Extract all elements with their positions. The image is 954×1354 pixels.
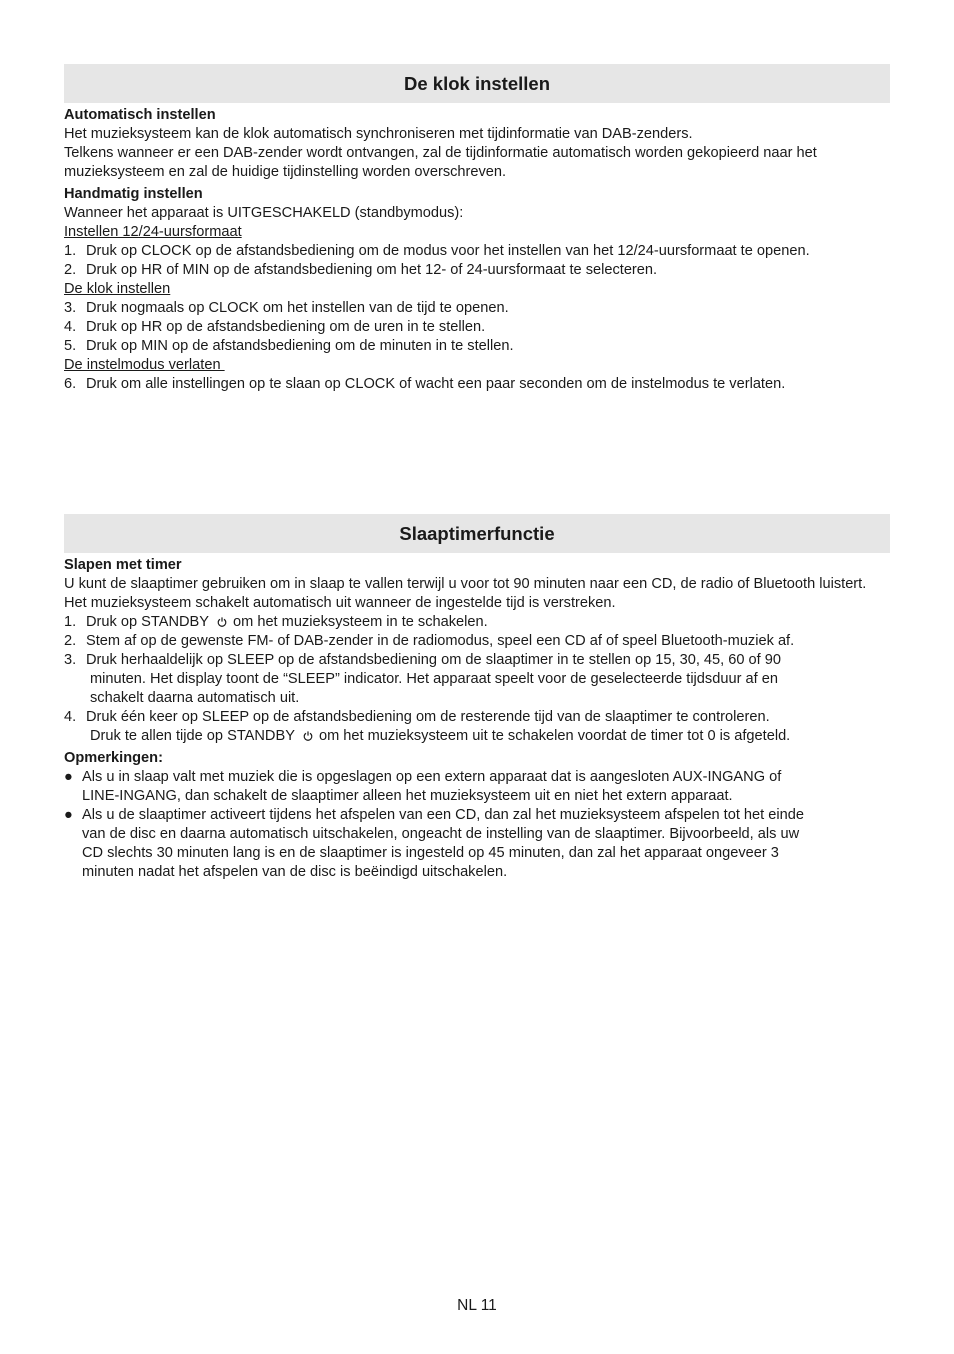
- bullet-icon: ●: [64, 769, 73, 785]
- list-item: 3. Druk nogmaals op CLOCK om het instellen van de tijd te openen.: [64, 300, 509, 316]
- list-item-continuation: Druk te allen tijde op STANDBY om het muzieksysteem uit te schakelen voordat de timer tot 0 is afgeteld.: [90, 728, 791, 744]
- list-item: 1. Druk op STANDBY om het muzieksysteem in te schakelen.: [64, 614, 488, 630]
- sleep-paragraph-2: Het muzieksysteem schakelt automatisch uit wanneer de ingestelde tijd is verstreken.: [64, 595, 616, 611]
- section-sleep-body: [64, 556, 894, 882]
- sub-heading-exit: De instelmodus verlaten: [64, 357, 225, 373]
- notes-heading: Opmerkingen:: [64, 750, 163, 766]
- auto-paragraph-2: Telkens wanneer er een DAB-zender wordt ontvangen, zal de tijdinformatie automatisch worden gekopieerd naar het muzieksysteem en zal de huidige tijdinstelling worden overschreven.: [64, 145, 817, 180]
- list-item: 4. Druk één keer op SLEEP op de afstandsbediening om de resterende tijd van de slaaptimer te controleren.: [64, 709, 770, 725]
- section-title-sleep: Slaaptimerfunctie: [64, 514, 890, 553]
- list-item: ● Als u de slaaptimer activeert tijdens het afspelen van een CD, dan zal het muzieksysteem afspelen tot het einde van de disc en daarna automatisch uitschakelen, ongeacht de instelling van de slaaptimer. Bijvoorbeeld, als uw CD slechts 30 minuten lang is en de slaaptimer is ingesteld op 45 minuten, dan zal het apparaat ongeveer 3 minuten nadat het afspelen van de disc is beëindigd uitschakelen.: [64, 807, 804, 880]
- sleep-heading: Slapen met timer: [64, 557, 182, 573]
- list-item: ● Als u in slaap valt met muziek die is opgeslagen op een extern apparaat dat is aangesloten AUX-INGANG of LINE-INGANG, dan schakelt de slaaptimer alleen het muzieksysteem uit en niet het extern apparaat.: [64, 769, 782, 804]
- auto-heading: Automatisch instellen: [64, 107, 216, 123]
- sub-heading-clock: De klok instellen: [64, 281, 171, 297]
- list-item-continuation: schakelt daarna automatisch uit.: [90, 690, 300, 706]
- auto-paragraph-1: Het muzieksysteem kan de klok automatisch synchroniseren met tijdinformatie van DAB-zenders.: [64, 126, 693, 142]
- sub-heading-format: Instellen 12/24-uursformaat: [64, 224, 242, 240]
- manual-heading: Handmatig instellen: [64, 186, 203, 202]
- list-item: 1. Druk op CLOCK op de afstandsbediening om de modus voor het instellen van het 12/24-uursformaat te openen.: [64, 243, 810, 259]
- list-item: 6. Druk om alle instellingen op te slaan op CLOCK of wacht een paar seconden om de instelmodus te verlaten.: [64, 376, 786, 392]
- list-item-continuation: minuten. Het display toont de “SLEEP” indicator. Het apparaat speelt voor de geselecteerde tijdsduur af en: [90, 671, 778, 687]
- section-title-clock: De klok instellen: [64, 64, 890, 103]
- list-item: 2. Stem af op de gewenste FM- of DAB-zender in de radiomodus, speel een CD af of speel Bluetooth-muziek af.: [64, 633, 795, 649]
- list-item: 3. Druk herhaaldelijk op SLEEP op de afstandsbediening om de slaaptimer in te stellen op 15, 30, 45, 60 of 90: [64, 652, 782, 668]
- list-item: 2. Druk op HR of MIN op de afstandsbediening om het 12- of 24-uursformaat te selecteren.: [64, 262, 658, 278]
- section-clock-body: [64, 106, 894, 394]
- manual-intro: Wanneer het apparaat is UITGESCHAKELD (standbymodus):: [64, 205, 464, 221]
- power-icon: [303, 731, 313, 741]
- sleep-paragraph-1: U kunt de slaaptimer gebruiken om in slaap te vallen terwijl u voor tot 90 minuten naar een CD, de radio of Bluetooth luistert.: [64, 576, 867, 592]
- list-item: 5. Druk op MIN op de afstandsbediening om de minuten in te stellen.: [64, 338, 514, 354]
- page-number: NL 11: [457, 1297, 497, 1314]
- power-icon: [217, 617, 227, 627]
- list-item: 4. Druk op HR op de afstandsbediening om de uren in te stellen.: [64, 319, 486, 335]
- bullet-icon: ●: [64, 807, 73, 823]
